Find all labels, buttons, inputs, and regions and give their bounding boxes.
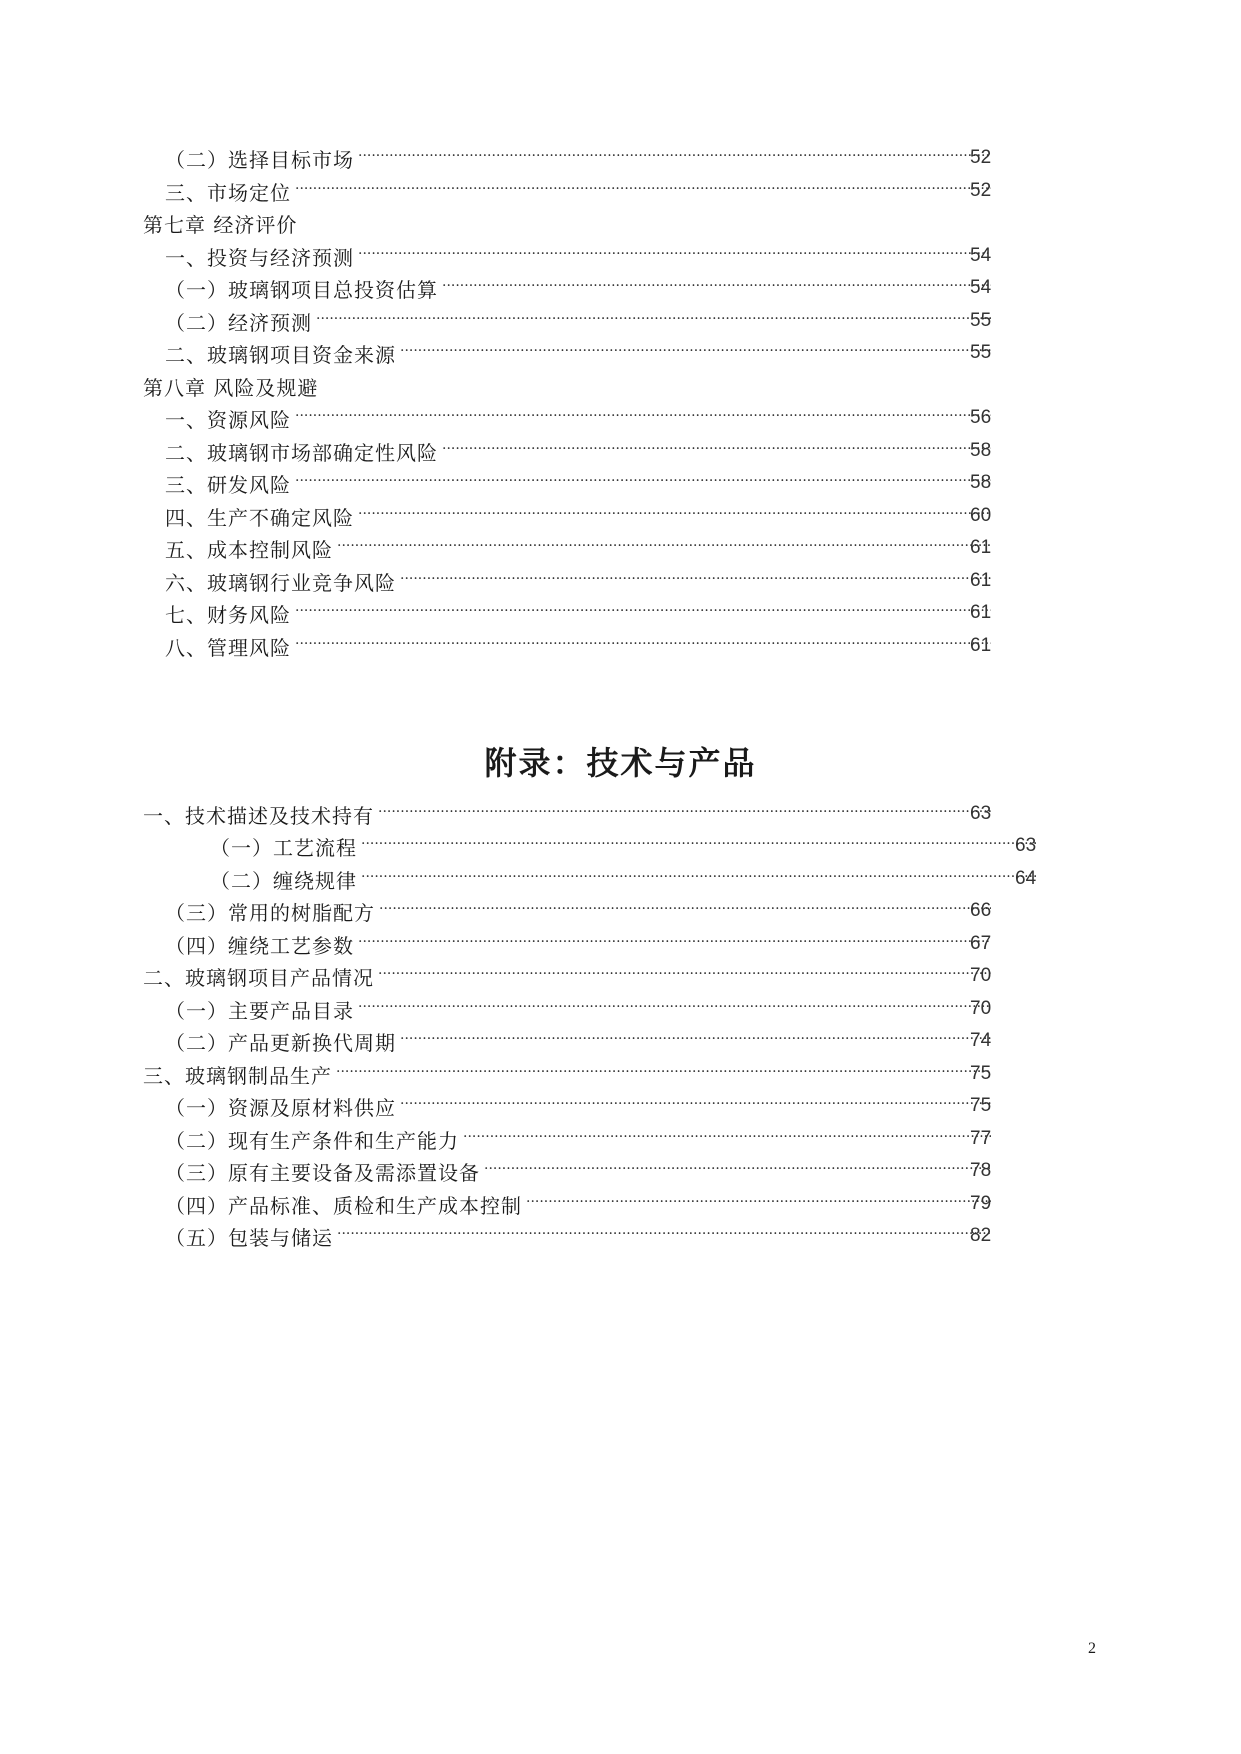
toc-entry-page: 77 [970, 1128, 992, 1149]
toc-entry-label: 七、财务风险 [165, 602, 291, 627]
toc-entry-page: 70 [970, 965, 992, 986]
toc-entry-label: 二、玻璃钢项目资金来源 [165, 342, 396, 367]
toc-leader-dots [295, 467, 991, 499]
toc-entry[interactable] [165, 467, 995, 499]
toc-entry-page: 56 [970, 407, 992, 428]
toc-entry[interactable] [165, 630, 995, 662]
toc-entry-page: 75 [970, 1063, 992, 1084]
toc-entry-label: （一）玻璃钢项目总投资估算 [165, 277, 438, 302]
toc-entry-page: 54 [970, 245, 992, 266]
toc-entry-label: 三、研发风险 [165, 472, 291, 497]
toc-entry-label: （二）缠绕规律 [210, 868, 357, 893]
toc-entry[interactable] [165, 272, 995, 304]
toc-leader-dots [400, 565, 991, 597]
toc-leader-dots [379, 895, 991, 927]
toc-entry[interactable] [165, 240, 995, 272]
toc-leader-dots [358, 142, 991, 174]
toc-entry[interactable] [165, 1188, 995, 1220]
toc-entry-label: （四）产品标准、质检和生产成本控制 [165, 1193, 522, 1218]
toc-entry-page: 58 [970, 472, 992, 493]
toc-entry-label: （二）现有生产条件和生产能力 [165, 1128, 459, 1153]
toc-entry[interactable] [165, 305, 995, 337]
toc-entry[interactable] [165, 895, 995, 927]
toc-entry-label: 四、生产不确定风险 [165, 505, 354, 530]
toc-leader-dots [361, 863, 1036, 895]
toc-leader-dots [337, 532, 991, 564]
toc-entry-label: （一）主要产品目录 [165, 998, 354, 1023]
toc-entry-page: 55 [970, 310, 992, 331]
toc-entry-page: 66 [970, 900, 992, 921]
toc-entry-page: 61 [970, 602, 992, 623]
toc-entry-label: （四）缠绕工艺参数 [165, 933, 354, 958]
toc-chapter-heading[interactable] [143, 370, 318, 402]
toc-entry-label: （三）常用的树脂配方 [165, 900, 375, 925]
toc-entry-page: 63 [1015, 835, 1037, 856]
toc-leader-dots [295, 402, 991, 434]
toc-leader-dots [463, 1123, 991, 1155]
toc-entry[interactable] [165, 337, 995, 369]
toc-entry[interactable] [165, 597, 995, 629]
toc-leader-dots [295, 630, 991, 662]
toc-entry-page: 78 [970, 1160, 992, 1181]
toc-chapter-label: 第七章 经济评价 [143, 212, 298, 237]
toc-entry[interactable] [165, 175, 995, 207]
toc-leader-dots [378, 960, 991, 992]
toc-entry-page: 60 [970, 505, 992, 526]
toc-leader-dots [316, 305, 991, 337]
toc-entry-label: 一、资源风险 [165, 407, 291, 432]
toc-entry-label: （五）包装与储运 [165, 1225, 333, 1250]
toc-leader-dots [361, 830, 1036, 862]
toc-entry[interactable] [165, 1155, 995, 1187]
toc-entry-label: （一）资源及原材料供应 [165, 1095, 396, 1120]
toc-entry[interactable] [165, 402, 995, 434]
toc-entry-label: 六、玻璃钢行业竞争风险 [165, 570, 396, 595]
toc-entry-page: 70 [970, 998, 992, 1019]
toc-entry[interactable] [165, 993, 995, 1025]
toc-entry[interactable] [165, 1123, 995, 1155]
toc-entry[interactable] [165, 435, 995, 467]
toc-entry[interactable] [165, 142, 995, 174]
toc-entry[interactable] [165, 532, 995, 564]
toc-entry-label: 二、玻璃钢项目产品情况 [143, 965, 374, 990]
toc-leader-dots [358, 993, 991, 1025]
toc-entry-label: 五、成本控制风险 [165, 537, 333, 562]
toc-leader-dots [484, 1155, 991, 1187]
page-number: 2 [1088, 1640, 1096, 1657]
toc-leader-dots [358, 500, 991, 532]
toc-entry[interactable] [165, 1220, 995, 1252]
toc-entry-page: 82 [970, 1225, 992, 1246]
toc-entry-label: （二）经济预测 [165, 310, 312, 335]
toc-chapter-label: 第八章 风险及规避 [143, 375, 319, 400]
toc-entry-label: 一、投资与经济预测 [165, 245, 354, 270]
toc-entry[interactable] [165, 1025, 995, 1057]
toc-chapter-heading[interactable] [143, 207, 297, 239]
toc-entry-page: 64 [1015, 868, 1037, 889]
toc-entry-page: 79 [970, 1193, 992, 1214]
toc-entry-label: 三、玻璃钢制品生产 [143, 1063, 332, 1088]
toc-leader-dots [358, 240, 991, 272]
toc-entry[interactable] [165, 500, 995, 532]
toc-leader-dots [442, 272, 991, 304]
toc-entry[interactable] [143, 1058, 995, 1090]
toc-entry-label: 三、市场定位 [165, 180, 291, 205]
toc-entry-label: （二）产品更新换代周期 [165, 1030, 396, 1055]
toc-leader-dots [400, 1025, 991, 1057]
toc-leader-dots [295, 175, 991, 207]
toc-entry[interactable] [165, 565, 995, 597]
toc-entry[interactable] [143, 798, 995, 830]
toc-entry-page: 74 [970, 1030, 992, 1051]
toc-leader-dots [295, 597, 991, 629]
toc-entry-label: 二、玻璃钢市场部确定性风险 [165, 440, 438, 465]
toc-entry-page: 67 [970, 933, 992, 954]
toc-entry-page: 58 [970, 440, 992, 461]
toc-leader-dots [378, 798, 991, 830]
toc-entry-page: 75 [970, 1095, 992, 1116]
toc-entry-page: 61 [970, 537, 992, 558]
toc-leader-dots [400, 337, 991, 369]
toc-leader-dots [337, 1220, 991, 1252]
toc-entry[interactable] [143, 960, 995, 992]
toc-leader-dots [442, 435, 991, 467]
toc-entry-page: 61 [970, 570, 992, 591]
toc-leader-dots [526, 1188, 991, 1220]
toc-entry-label: 八、管理风险 [165, 635, 291, 660]
toc-entry[interactable] [210, 863, 1040, 895]
toc-entry-page: 52 [970, 147, 992, 168]
toc-entry-label: 一、技术描述及技术持有 [143, 803, 374, 828]
toc-entry[interactable] [165, 1090, 995, 1122]
toc-entry-label: （三）原有主要设备及需添置设备 [165, 1160, 480, 1185]
toc-entry-page: 61 [970, 635, 992, 656]
appendix-title: 附录：技术与产品 [484, 744, 757, 782]
toc-entry-page: 52 [970, 180, 992, 201]
toc-entry-page: 63 [970, 803, 992, 824]
toc-leader-dots [336, 1058, 991, 1090]
toc-entry-label: （二）选择目标市场 [165, 147, 354, 172]
toc-entry[interactable] [165, 928, 995, 960]
toc-entry-label: （一）工艺流程 [210, 835, 357, 860]
toc-entry-page: 54 [970, 277, 992, 298]
toc-entry-page: 55 [970, 342, 992, 363]
toc-leader-dots [400, 1090, 991, 1122]
toc-entry[interactable] [210, 830, 1040, 862]
toc-leader-dots [358, 928, 991, 960]
